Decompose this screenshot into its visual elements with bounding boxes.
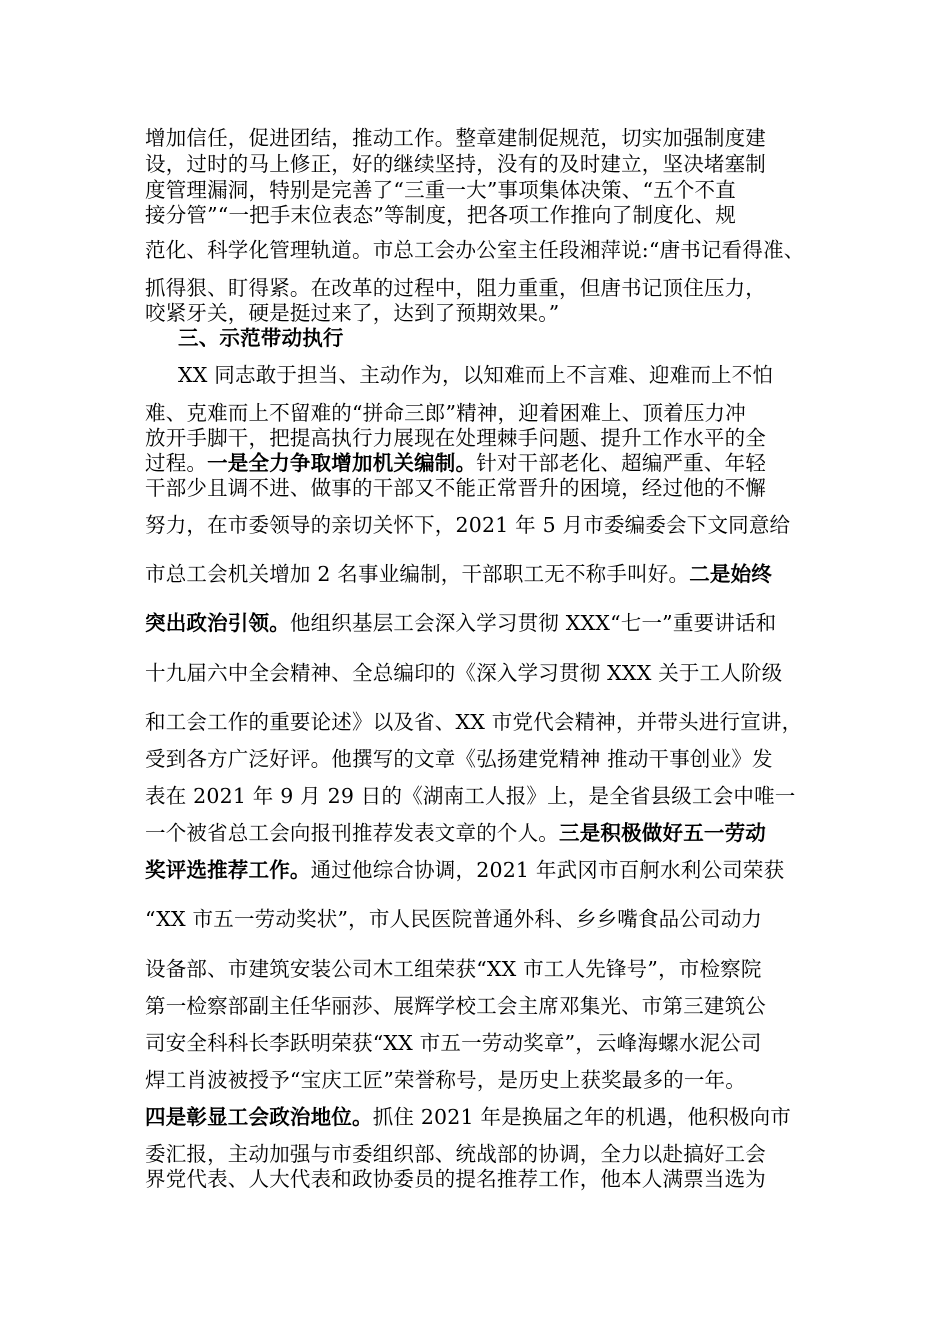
text-line: 司安全科科长李跃明荣获“XX 市五一劳动奖章”，云峰海螺水泥公司: [145, 1031, 762, 1055]
text-line: 范化、科学化管理轨道。市总工会办公室主任段湘萍说:“唐书记看得准、: [145, 238, 805, 262]
text-line: 接分管”“一把手末位表态”等制度，把各项工作推向了制度化、规: [145, 203, 736, 227]
text-line: 咬紧牙关，硬是挺过来了，达到了预期效果。”: [145, 301, 560, 325]
text-line: XX 同志敢于担当、主动作为，以知难而上不言难、迎难而上不怕: [178, 363, 774, 387]
section-heading: 三、示范带动执行: [178, 326, 344, 350]
text-line: 难、克难而上不留难的“拼命三郎”精神，迎着困难上、顶着压力冲: [145, 401, 746, 425]
text-line: 焊工肖波被授予“宝庆工匠”荣誉称号，是历史上获奖最多的一年。: [145, 1068, 746, 1092]
text-line: 抓得狠、盯得紧。在改革的过程中，阻力重重，但唐书记顶住压力，: [145, 276, 766, 300]
text-line: 受到各方广泛好评。他撰写的文章《弘扬建党精神 推动干事创业》发: [145, 747, 773, 771]
text-line: “XX 市五一劳动奖状”，市人民医院普通外科、乡乡嘴食品公司动力: [145, 907, 763, 931]
text-line: 干部少且调不进、做事的干部又不能正常晋升的困境，经过他的不懈: [145, 476, 766, 500]
bold-phrase: 一是全力争取增加机关编制。: [207, 451, 477, 475]
text-line: 一个被省总工会向报刊推荐发表文章的个人。三是积极做好五一劳动: [145, 821, 766, 845]
text-line: 奖评选推荐工作。通过他综合协调，2021 年武冈市百舸水利公司荣获: [145, 858, 785, 882]
text-line: 增加信任，促进团结，推动工作。整章建制促规范，切实加强制度建: [145, 126, 766, 150]
text-line: 委汇报，主动加强与市委组织部、统战部的协调，全力以赴搞好工会: [145, 1142, 766, 1166]
bold-phrase: 三是积极做好五一劳动: [559, 821, 766, 845]
bold-phrase: 四是彰显工会政治地位。: [145, 1105, 373, 1129]
text-line: 设，过时的马上修正，好的继续坚持，没有的及时建立，坚决堵塞制: [145, 152, 766, 176]
text-line: 和工会工作的重要论述》以及省、XX 市党代会精神，并带头进行宣讲，: [145, 710, 803, 734]
text-line: 四是彰显工会政治地位。抓住 2021 年是换届之年的机遇，他积极向市: [145, 1105, 792, 1129]
text-line: 第一检察部副主任华丽莎、展辉学校工会主席邓集光、市第三建筑公: [145, 994, 766, 1018]
text-line: 度管理漏洞，特别是完善了“三重一大”事项集体决策、“五个不直: [145, 178, 736, 202]
text-line: 放开手脚干，把提高执行力展现在处理棘手问题、提升工作水平的全: [145, 426, 766, 450]
bold-phrase: 突出政治引领。: [145, 611, 290, 635]
bold-phrase: 奖评选推荐工作。: [145, 858, 311, 882]
text-line: 设备部、市建筑安装公司木工组荣获“XX 市工人先锋号”，市检察院: [145, 957, 762, 981]
bold-phrase: 二是始终: [689, 562, 772, 586]
text-line: 界党代表、人大代表和政协委员的提名推荐工作，他本人满票当选为: [145, 1167, 766, 1191]
text-line: 表在 2021 年 9 月 29 日的《湖南工人报》上，是全省县级工会中唯一: [145, 784, 796, 808]
text-line: 突出政治引领。他组织基层工会深入学习贯彻 XXX“七一”重要讲话和: [145, 611, 777, 635]
text-line: 过程。一是全力争取增加机关编制。针对干部老化、超编严重、年轻: [145, 451, 767, 475]
text-line: 十九届六中全会精神、全总编印的《深入学习贯彻 XXX 关于工人阶级: [145, 661, 783, 685]
text-line: 市总工会机关增加 2 名事业编制，干部职工无不称手叫好。二是始终: [145, 562, 772, 586]
text-line: 努力，在市委领导的亲切关怀下，2021 年 5 月市委编委会下文同意给: [145, 513, 791, 537]
